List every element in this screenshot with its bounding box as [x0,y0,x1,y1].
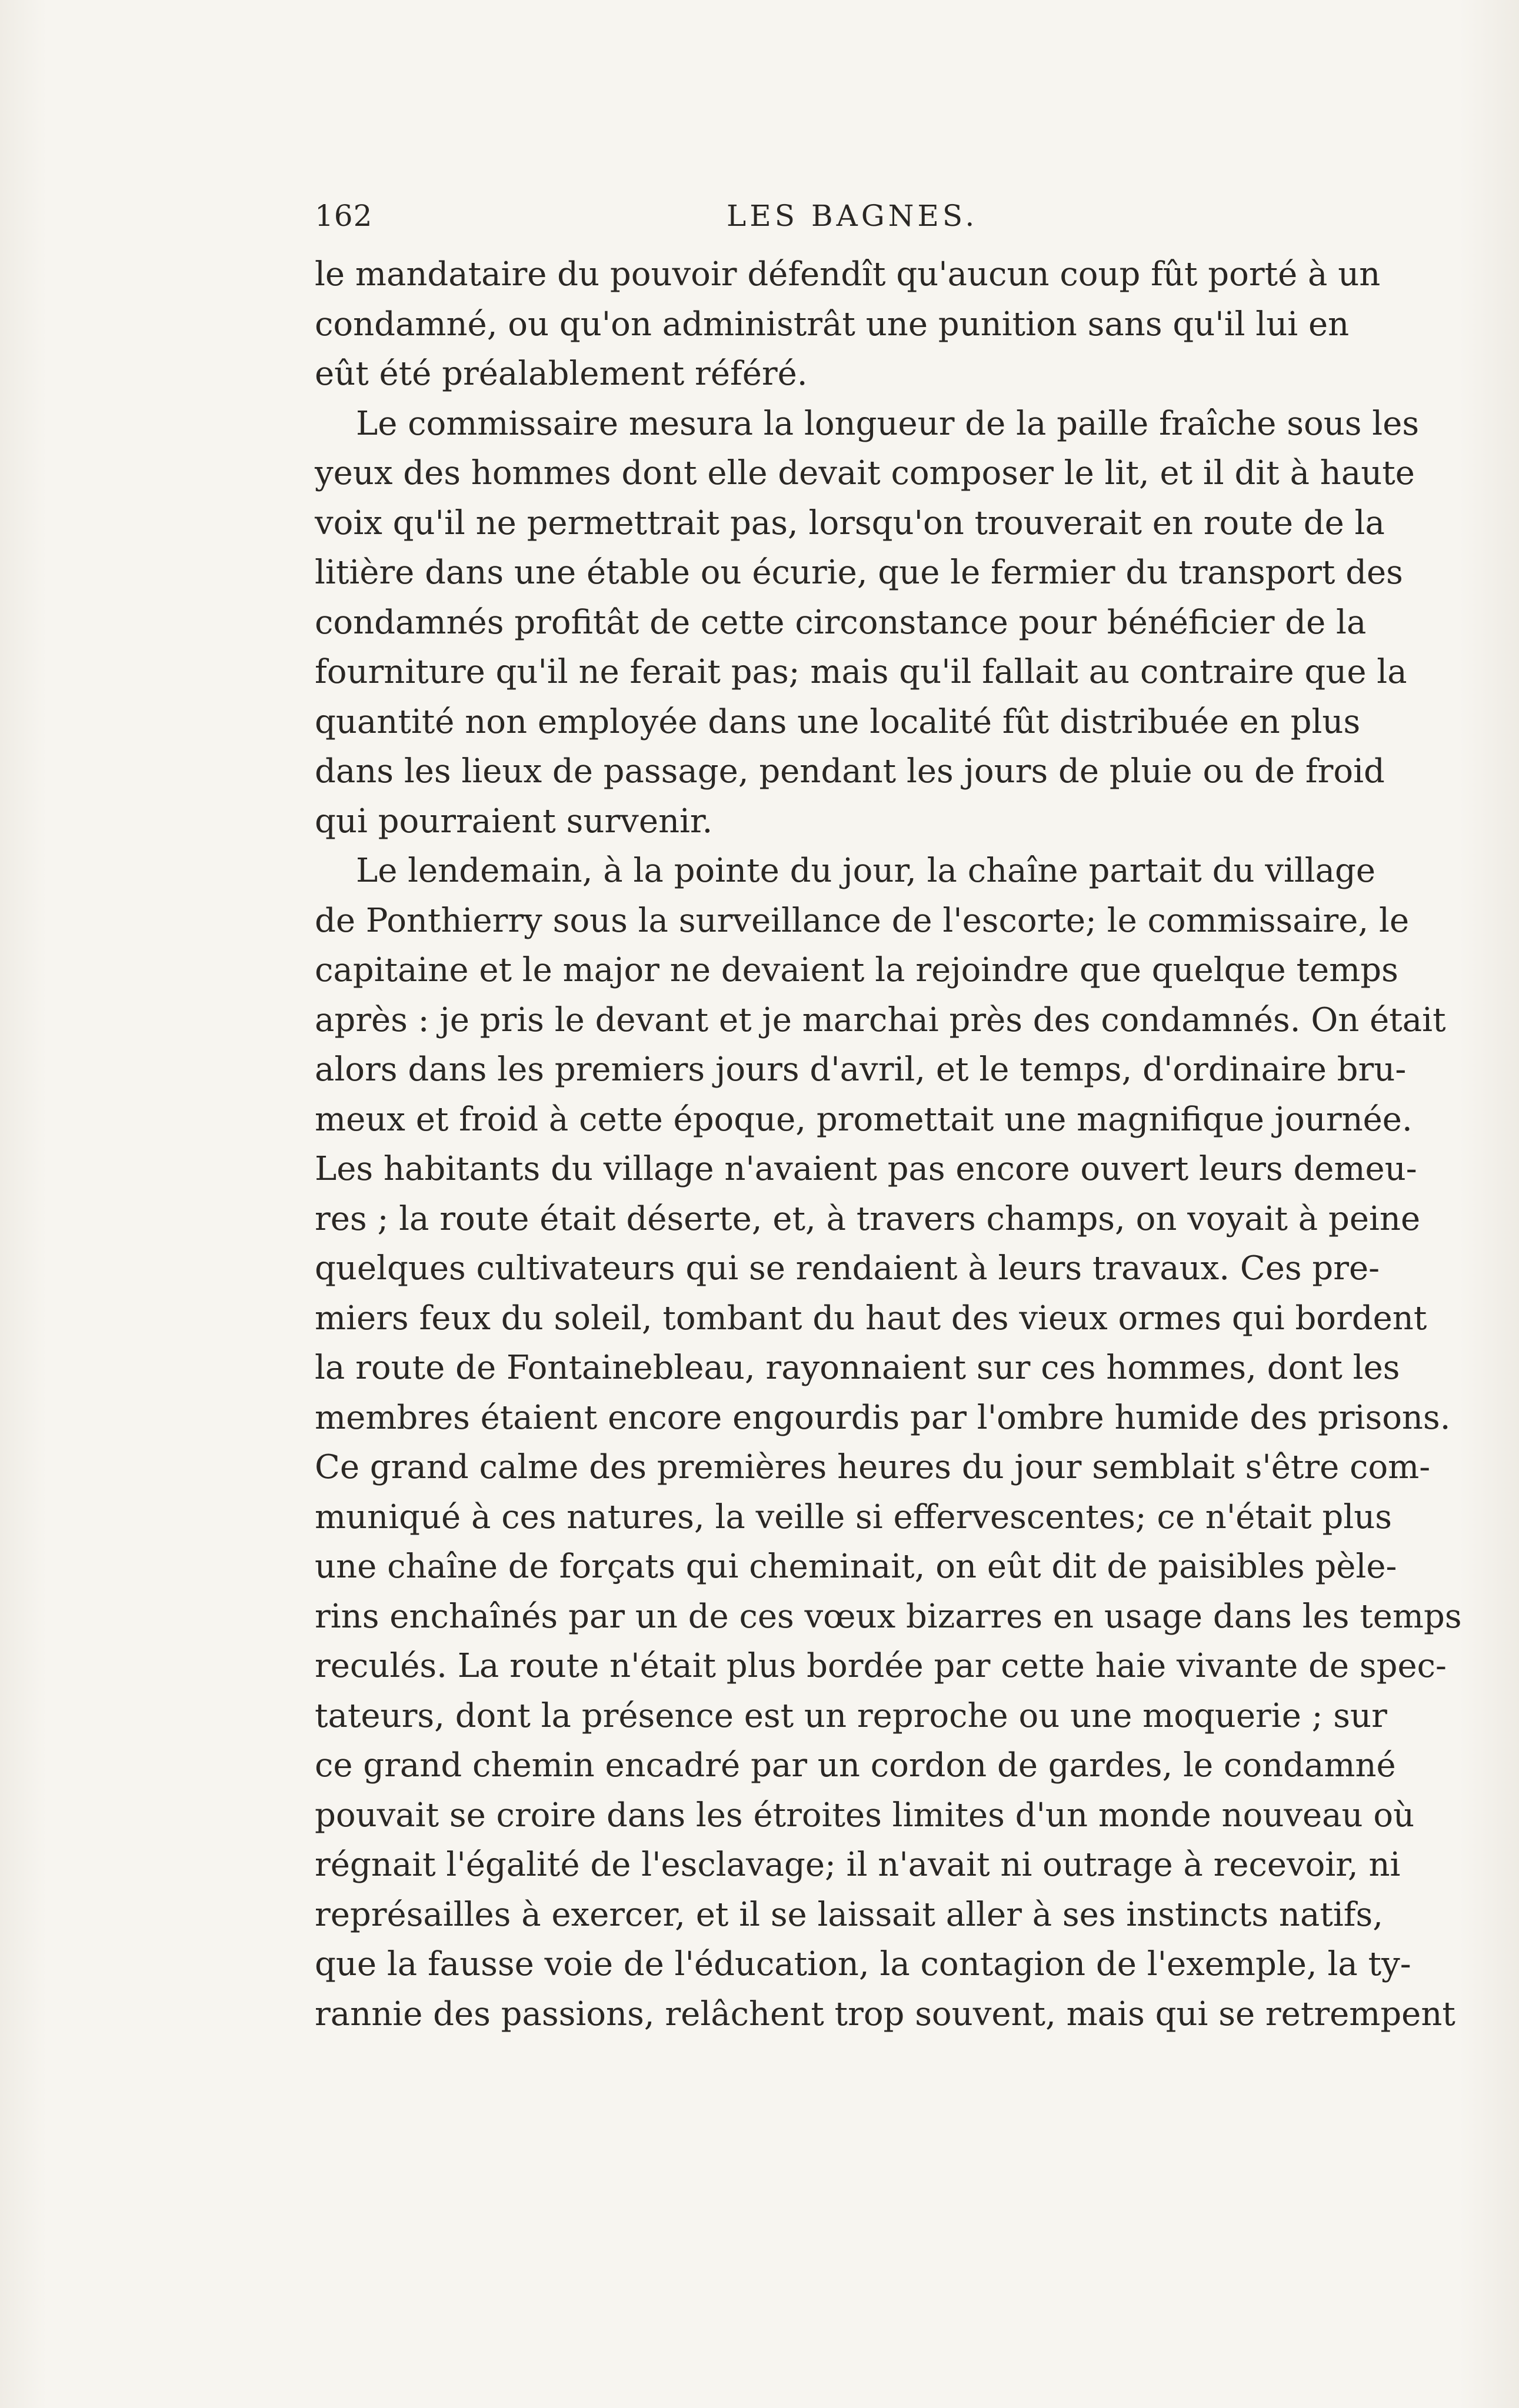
text-line: pouvait se croire dans les étroites limites d'un monde nouveau où [315,1796,1415,1835]
text-line: Les habitants du village n'avaient pas encore ouvert leurs demeu- [315,1150,1417,1188]
text-line: la route de Fontainebleau, rayonnaient sur ces hommes, dont les [315,1349,1400,1387]
text-line: représailles à exercer, et il se laissait aller à ses instincts natifs, [315,1895,1384,1934]
text-line: dans les lieux de passage, pendant les jours de pluie ou de froid [315,752,1385,791]
text-line: muniqué à ces natures, la veille si effervescentes; ce n'était plus [315,1498,1393,1536]
text-line: quantité non employée dans une localité fût distribuée en plus [315,702,1361,741]
text-line: condamné, ou qu'on administrât une punition sans qu'il lui en [315,305,1350,343]
text-line: voix qu'il ne permettrait pas, lorsqu'on trouverait en route de la [315,503,1385,542]
text-line: eût été préalablement référé. [315,355,808,393]
text-line: de Ponthierry sous la surveillance de l'escorte; le commissaire, le [315,901,1410,940]
text-line: meux et froid à cette époque, promettait une magnifique journée. [315,1100,1413,1139]
text-line: yeux des hommes dont elle devait composer le lit, et il dit à haute [315,454,1415,492]
text-line: une chaîne de forçats qui cheminait, on eût dit de paisibles pèle- [315,1547,1397,1586]
text-line: Ce grand calme des premières heures du jour semblait s'être com- [315,1448,1431,1486]
text-line: alors dans les premiers jours d'avril, et le temps, d'ordinaire bru- [315,1050,1407,1089]
text-line: ce grand chemin encadré par un cordon de gardes, le condamné [315,1746,1396,1785]
body-text [315,250,1462,2039]
text-line: fourniture qu'il ne ferait pas; mais qu'il fallait au contraire que la [315,653,1407,691]
text-line: quelques cultivateurs qui se rendaient à leurs travaux. Ces pre- [315,1249,1380,1288]
text-line: Le commissaire mesura la longueur de la paille fraîche sous les [356,404,1420,443]
page-header [315,199,1341,246]
text-line: reculés. La route n'était plus bordée par cette haie vivante de spec- [315,1647,1447,1685]
text-line: res ; la route était déserte, et, à travers champs, on voyait à peine [315,1199,1421,1238]
text-line: régnait l'égalité de l'esclavage; il n'avait ni outrage à recevoir, ni [315,1846,1401,1884]
text-line: Le lendemain, à la pointe du jour, la chaîne partait du village [356,852,1376,890]
text-line: tateurs, dont la présence est un reproche ou une moquerie ; sur [315,1696,1387,1735]
text-line: capitaine et le major ne devaient la rejoindre que quelque temps [315,951,1398,989]
text-line: que la fausse voie de l'éducation, la contagion de l'exemple, la ty- [315,1945,1411,1983]
text-line: le mandataire du pouvoir défendît qu'aucun coup fût porté à un [315,255,1381,294]
running-title: LES BAGNES. [727,199,978,233]
page-number: 162 [315,199,373,233]
text-line: litière dans une étable ou écurie, que le fermier du transport des [315,553,1403,592]
text-line: condamnés profitât de cette circonstance pour bénéficier de la [315,603,1367,642]
text-line: après : je pris le devant et je marchai près des condamnés. On était [315,1000,1446,1039]
text-line: membres étaient encore engourdis par l'ombre humide des prisons. [315,1398,1451,1437]
text-line: rannie des passions, relâchent trop souvent, mais qui se retrempent [315,1995,1455,2033]
text-line: miers feux du soleil, tombant du haut des vieux ormes qui bordent [315,1299,1427,1338]
text-line: qui pourraient survenir. [315,802,713,841]
text-line: rins enchaînés par un de ces vœux bizarres en usage dans les temps [315,1597,1462,1636]
